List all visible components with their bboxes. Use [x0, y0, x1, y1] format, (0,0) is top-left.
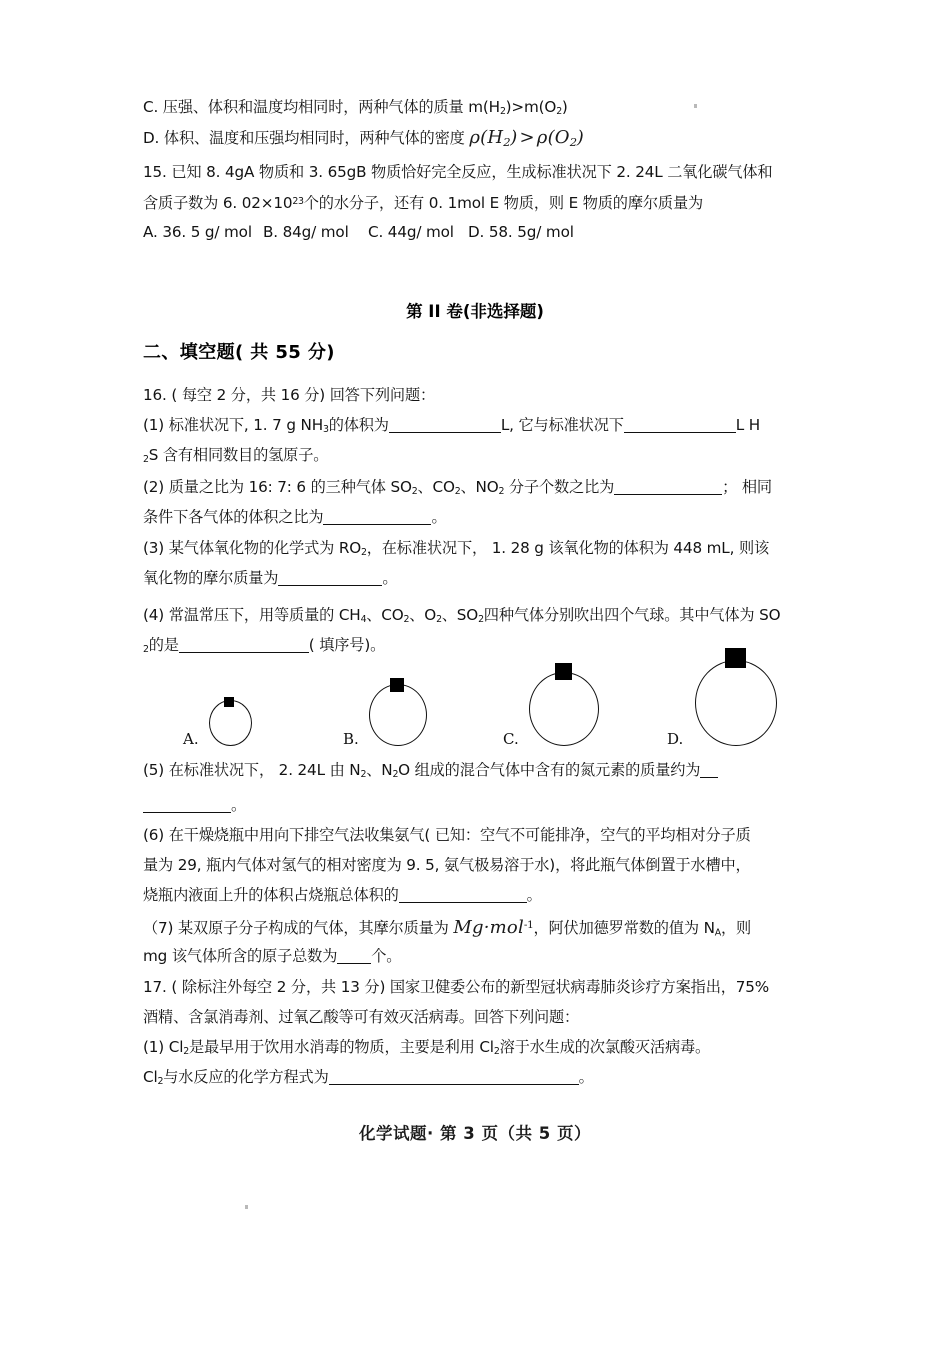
q16-4-sub-so2: 2 [478, 614, 484, 626]
page-footer: 化学试题· 第 3 页（共 5 页） [359, 1124, 591, 1143]
q16-4-f: 的是 [148, 636, 179, 654]
q16-1-sub-nh3: 3 [323, 424, 329, 436]
q16-4-e: 四种气体分别吹出四个气球。其中气体为 SO [483, 606, 781, 624]
q17-1-e: 与水反应的化学方程式为 [163, 1068, 329, 1086]
q16-1-b: 的体积为 [328, 416, 389, 434]
q16-6-d: 。 [526, 886, 542, 904]
q16-2-b: 、CO [417, 478, 455, 496]
balloon-neck-b [390, 678, 404, 692]
q16-2-f: 条件下各气体的体积之比为 [143, 508, 324, 526]
question-16-item-6-line-2: 量为 29, 瓶内气体对氢气的相对密度为 9. 5, 氨气极易溶于水)，将此瓶气体倒置于水槽中， [143, 856, 751, 874]
balloon-body-c [529, 672, 599, 746]
answer-blank-16-5-a[interactable] [700, 764, 718, 778]
option-d-text: D. 体积、温度和压强均相同时，两种气体的密度 [143, 129, 470, 147]
q16-4-d: 、SO [441, 606, 479, 624]
q16-7-c: ，则 [720, 919, 752, 938]
q16-3-b: ，在标准状况下， 1. 28 g 该氧化物的体积为 448 mL, 则该 [366, 539, 770, 557]
q17-1-sub-cl2-c: 2 [157, 1076, 164, 1088]
question-16-item-6-line-1: (6) 在干燥烧瓶中用向下排空气法收集氨气( 已知：空气不可能排净，空气的平均相对分子质 [143, 826, 751, 844]
option-c-sub-o2: 2 [556, 106, 562, 118]
q16-2-sub-so2: 2 [411, 486, 418, 498]
q15-option-c[interactable]: C. 44g/ mol [368, 223, 454, 241]
q15-option-d[interactable]: D. 58. 5g/ mol [468, 223, 574, 241]
q15-option-a[interactable]: A. 36. 5 g/ mol [143, 223, 252, 241]
answer-blank-17-1[interactable] [329, 1071, 579, 1085]
q16-4-b: 、CO [366, 606, 404, 624]
q16-2-g: 。 [431, 508, 447, 526]
q16-2-sub-no2: 2 [498, 486, 505, 498]
question-14-option-d [143, 123, 584, 157]
balloon-figure [143, 650, 823, 750]
q16-2-sub-co2: 2 [454, 486, 461, 498]
answer-blank-16-5-b[interactable] [143, 799, 231, 813]
q17-1-b: 是最早用于饮用水消毒的物质，主要是利用 Cl [188, 1038, 494, 1056]
question-17-stem-line-1: 17. ( 除标注外每空 2 分，共 13 分) 国家卫健委公布的新型冠状病毒肺炎诊疗方案指出，75% [143, 978, 770, 996]
q16-2-a: (2) 质量之比为 16: 7: 6 的三种气体 SO [143, 478, 412, 496]
q16-7-molar-mass-expression [453, 917, 533, 938]
balloon-neck-c [555, 663, 572, 680]
q16-5-b: 、N [366, 761, 393, 779]
q15-line2-b: 个的水分子，还有 0. 1mol E 物质，则 E 物质的摩尔质量为 [303, 194, 704, 213]
option-c-text: C. 压强、体积和温度均相同时，两种气体的质量 m(H [143, 98, 500, 116]
q16-4-c: 、O [409, 606, 437, 624]
q16-2-c: 、NO [460, 478, 499, 496]
q16-4-sub-so2-b: 2 [143, 644, 149, 656]
q17-1-sub-cl2-a: 2 [183, 1046, 189, 1058]
answer-blank-16-3[interactable] [278, 572, 382, 586]
section-2-title: 二、填空题( 共 55 分) [143, 342, 335, 363]
question-17-stem-line-2: 酒精、含氯消毒剂、过氧乙酸等可有效灭活病毒。回答下列问题： [143, 1008, 580, 1026]
answer-blank-16-2-a[interactable] [614, 481, 722, 495]
question-16-item-7-line-2 [143, 941, 401, 972]
scan-artifact-bottom [245, 1205, 248, 1209]
q16-5-c: O 组成的混合气体中含有的氮元素的质量约为 [398, 761, 701, 779]
q16-5-sub-n2o: 2 [392, 769, 399, 781]
q17-1-a: (1) Cl [143, 1038, 184, 1056]
answer-blank-16-1-b[interactable] [624, 419, 736, 433]
answer-blank-16-2-b[interactable] [323, 511, 431, 525]
question-16-stem: 16. ( 每空 2 分，共 16 分) 回答下列问题： [143, 386, 436, 404]
q17-1-c: 溶于水生成的次氯酸灭活病毒。 [499, 1038, 711, 1056]
option-c-sub-h2: 2 [499, 106, 506, 118]
q16-7-b: ，阿伏加德罗常数的值为 N [533, 919, 715, 938]
q16-1-sub-h2s: 2 [143, 454, 149, 466]
option-c-tail: )>m(O [505, 98, 557, 116]
option-c-end: ) [561, 98, 568, 116]
q16-7-a: （7) 某双原子分子构成的气体，其摩尔质量为 [143, 919, 454, 938]
q16-4-a: (4) 常温常压下，用等质量的 CH [143, 606, 361, 624]
q16-3-sub-ro2: 2 [361, 547, 367, 559]
q16-7-sub-na: A [714, 927, 721, 939]
balloon-body-b [369, 684, 427, 746]
q16-2-d: 分子个数之比为 [504, 478, 615, 496]
question-16-item-5-line-1 [143, 755, 718, 791]
question-16-item-6-line-3 [143, 880, 542, 911]
q16-7-e: 个。 [371, 947, 402, 965]
q16-4-sub-o2: 2 [436, 614, 442, 626]
question-15-options [143, 217, 574, 248]
q16-2-e: ； 相同 [722, 478, 772, 496]
q16-4-sub-ch4: 4 [360, 614, 367, 626]
balloon-label-b: B. [343, 730, 359, 748]
q16-1-a: (1) 标准状况下, 1. 7 g NH [143, 416, 323, 434]
question-16-item-5-line-2 [143, 790, 246, 821]
balloon-label-a: A. [183, 730, 199, 748]
q16-4-sub-co2: 2 [403, 614, 410, 626]
q17-1-f: 。 [578, 1068, 594, 1086]
answer-blank-16-7[interactable] [337, 950, 371, 964]
scan-artifact-top [694, 104, 697, 108]
q16-3-d: 。 [382, 569, 398, 587]
option-d-math-expression: $\rho(H_2) > \rho(O_2)$ [469, 127, 585, 149]
q17-1-d: Cl [143, 1068, 158, 1086]
q16-3-a: (3) 某气体氧化物的化学式为 RO [143, 539, 362, 557]
q16-1-c: L, 它与标准状况下 [500, 416, 624, 434]
q16-3-c: 氧化物的摩尔质量为 [143, 569, 279, 587]
q16-5-a: (5) 在标准状况下， 2. 24L 由 N [143, 761, 361, 779]
q15-line2-a: 含质子数为 6. 02×10 [143, 194, 293, 213]
balloon-body-d [695, 660, 777, 746]
q16-5-d: 。 [231, 796, 247, 814]
q16-1-e: S 含有相同数目的氢原子。 [148, 446, 329, 464]
math-greater-than: > [519, 127, 535, 148]
question-15-line-1: 15. 已知 8. 4gA 物质和 3. 65gB 物质恰好完全反应，生成标准状况下 2. 24L 二氧化碳气体和 [143, 163, 773, 181]
answer-blank-16-1-a[interactable] [389, 419, 501, 433]
balloon-label-d: D. [667, 730, 684, 748]
q16-1-d: L H [735, 416, 761, 434]
volume-2-title: 第 II 卷(非选择题) [406, 302, 544, 321]
q16-6-c: 烧瓶内液面上升的体积占烧瓶总体积的 [143, 886, 399, 904]
question-17-item-1-line-2 [143, 1062, 594, 1098]
math-rho-h: ρ(H [469, 127, 504, 148]
q16-7-math: Mg·mol [453, 917, 524, 939]
math-sub-2b: 2 [569, 134, 577, 149]
q16-7-math-exponent: -1 [523, 919, 534, 931]
q15-exponent: 23 [292, 196, 304, 207]
q16-5-sub-n2: 2 [360, 769, 367, 781]
answer-blank-16-6[interactable] [399, 889, 527, 903]
math-sub-2a: 2 [503, 134, 511, 149]
question-16-item-3-line-2 [143, 563, 397, 594]
q16-7-d: mg 该气体所含的原子总数为 [143, 947, 338, 965]
math-rho-o: ρ(O [536, 127, 570, 148]
question-16-item-2-line-2 [143, 502, 447, 533]
q15-option-b[interactable]: B. 84g/ mol [263, 223, 349, 241]
question-15-line-2 [143, 187, 703, 219]
q16-4-g: ( 填序号)。 [308, 636, 386, 654]
balloon-neck-d [725, 648, 746, 668]
q17-1-sub-cl2-b: 2 [493, 1046, 500, 1058]
question-16-item-1-line-2 [143, 440, 328, 476]
balloon-neck-a [224, 697, 234, 707]
balloon-label-c: C. [503, 730, 519, 748]
